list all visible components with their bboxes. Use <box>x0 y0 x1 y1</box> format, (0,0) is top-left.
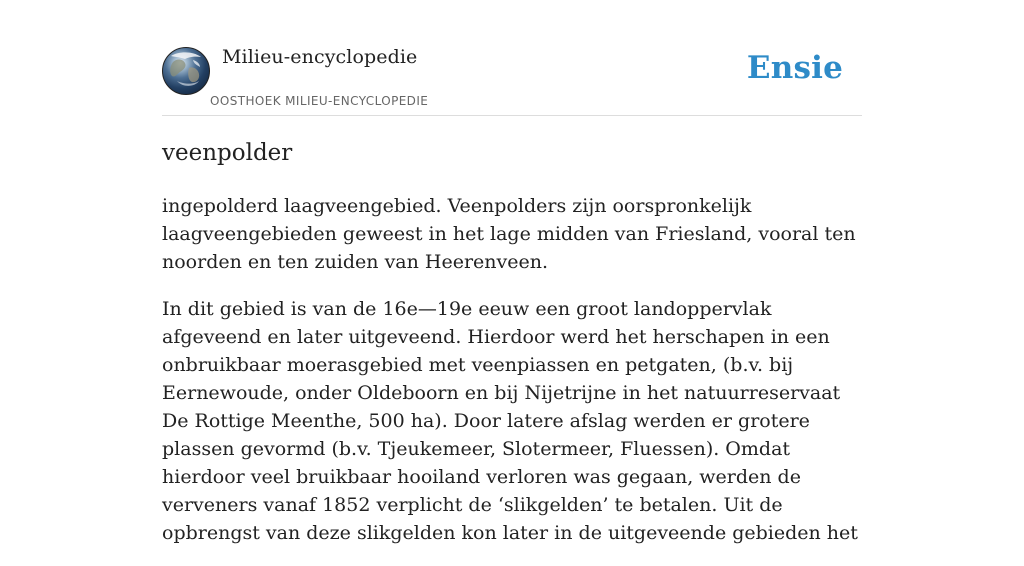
definition-body <box>162 192 862 566</box>
earth-globe-icon[interactable] <box>162 47 210 95</box>
definition-paragraph: In dit gebied is van de 16e—19e eeuw een groot landoppervlak afgeveend en later uitgeveend. Hierdoor werd het herschapen in een onbruikbaar moerasgebied met veenpiassen en petgaten, (b.v. bij Eernewoude, onder Oldeboorn en bij Nijetrijne in het natuurreservaat De Rottige Meenthe, 500 ha). Door latere afslag werden er grotere plassen gevormd (b.v. Tjeukemeer, Slotermeer, Fluessen). Omdat hierdoor veel bruikbaar hooiland verloren was gegaan, werden de verveners vanaf 1852 verplicht de ‘slikgelden’ te betalen. Uit de opbrengst van deze slikgelden kon later in de uitgeveende gebieden het <box>162 298 858 544</box>
ensie-logo[interactable]: Ensie <box>746 50 843 86</box>
site-header <box>162 0 862 116</box>
term-title: veenpolder <box>162 140 293 166</box>
page <box>162 0 862 544</box>
definition-paragraph: ingepolderd laagveengebied. Veenpolders zijn oorspronkelijk laagveengebieden geweest in het lage midden van Friesland, vooral ten noorden en ten zuiden van Heerenveen. <box>162 195 856 273</box>
site-title[interactable]: Milieu-encyclopedie <box>222 46 418 68</box>
site-subtitle[interactable]: OOSTHOEK MILIEU-ENCYCLOPEDIE <box>210 94 429 108</box>
